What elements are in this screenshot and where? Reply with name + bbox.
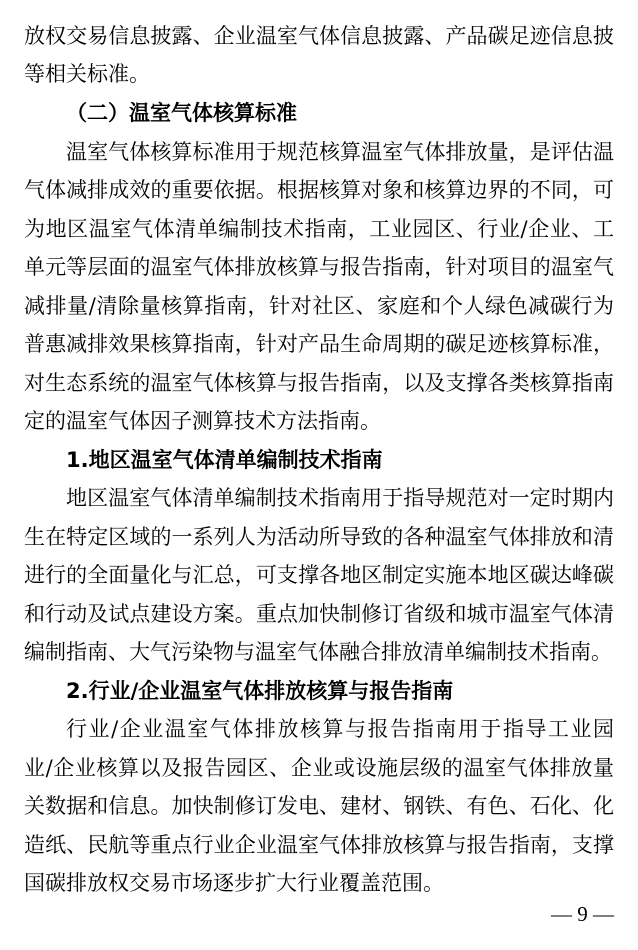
- page-number: — 9 —: [551, 902, 614, 926]
- subsection-1-line: 和行动及试点建设方案。重点加快制修订省级和城市温室气体清: [24, 602, 614, 626]
- subsection-2-line: 国碳排放权交易市场逐步扩大行业覆盖范围。: [24, 871, 444, 895]
- section-paragraph-line: 温室气体核算标准用于规范核算温室气体排放量，是评估温: [66, 140, 614, 164]
- intro-line-1: 放权交易信息披露、企业温室气体信息披露、产品碳足迹信息披: [24, 24, 614, 48]
- intro-line-2: 等相关标准。: [24, 62, 150, 86]
- section-paragraph-line: 气体减排成效的重要依据。根据核算对象和核算边界的不同，可: [24, 178, 614, 202]
- section-paragraph-line: 减排量/清除量核算指南，针对社区、家庭和个人绿色减碳行为: [24, 294, 614, 318]
- section-paragraph-line: 为地区温室气体清单编制技术指南，工业园区、行业/企业、工: [24, 217, 614, 241]
- subsection-2-line: 关数据和信息。加快制修订发电、建材、钢铁、有色、石化、化: [24, 794, 614, 818]
- section-paragraph-line: 定的温室气体因子测算技术方法指南。: [24, 409, 381, 433]
- section-paragraph-line: 普惠减排效果核算指南，针对产品生命周期的碳足迹核算标准，: [24, 332, 614, 356]
- subsection-2-line: 造纸、民航等重点行业企业温室气体排放核算与报告指南，支撑: [24, 833, 614, 857]
- subsection-1-line: 地区温室气体清单编制技术指南用于指导规范对一定时期内: [66, 486, 614, 510]
- subsection-1-line: 生在特定区域的一系列人为活动所导致的各种温室气体排放和清: [24, 525, 614, 549]
- section-paragraph-line: 对生态系统的温室气体核算与报告指南，以及支撑各类核算指南: [24, 371, 614, 395]
- subsection-2-line: 行业/企业温室气体排放核算与报告指南用于指导工业园: [66, 717, 614, 741]
- section-heading: （二）温室气体核算标准: [66, 101, 297, 125]
- subsection-2-heading: 2.行业/企业温室气体排放核算与报告指南: [66, 679, 454, 703]
- subsection-1-heading: 1.地区温室气体清单编制技术指南: [66, 448, 383, 472]
- section-paragraph-line: 单元等层面的温室气体排放核算与报告指南，针对项目的温室气: [24, 255, 614, 279]
- subsection-1-line: 编制指南、大气污染物与温室气体融合排放清单编制技术指南。: [24, 640, 612, 664]
- subsection-2-line: 业/企业核算以及报告园区、企业或设施层级的温室气体排放量: [24, 756, 614, 780]
- subsection-1-line: 进行的全面量化与汇总，可支撑各地区制定实施本地区碳达峰碳: [24, 563, 614, 587]
